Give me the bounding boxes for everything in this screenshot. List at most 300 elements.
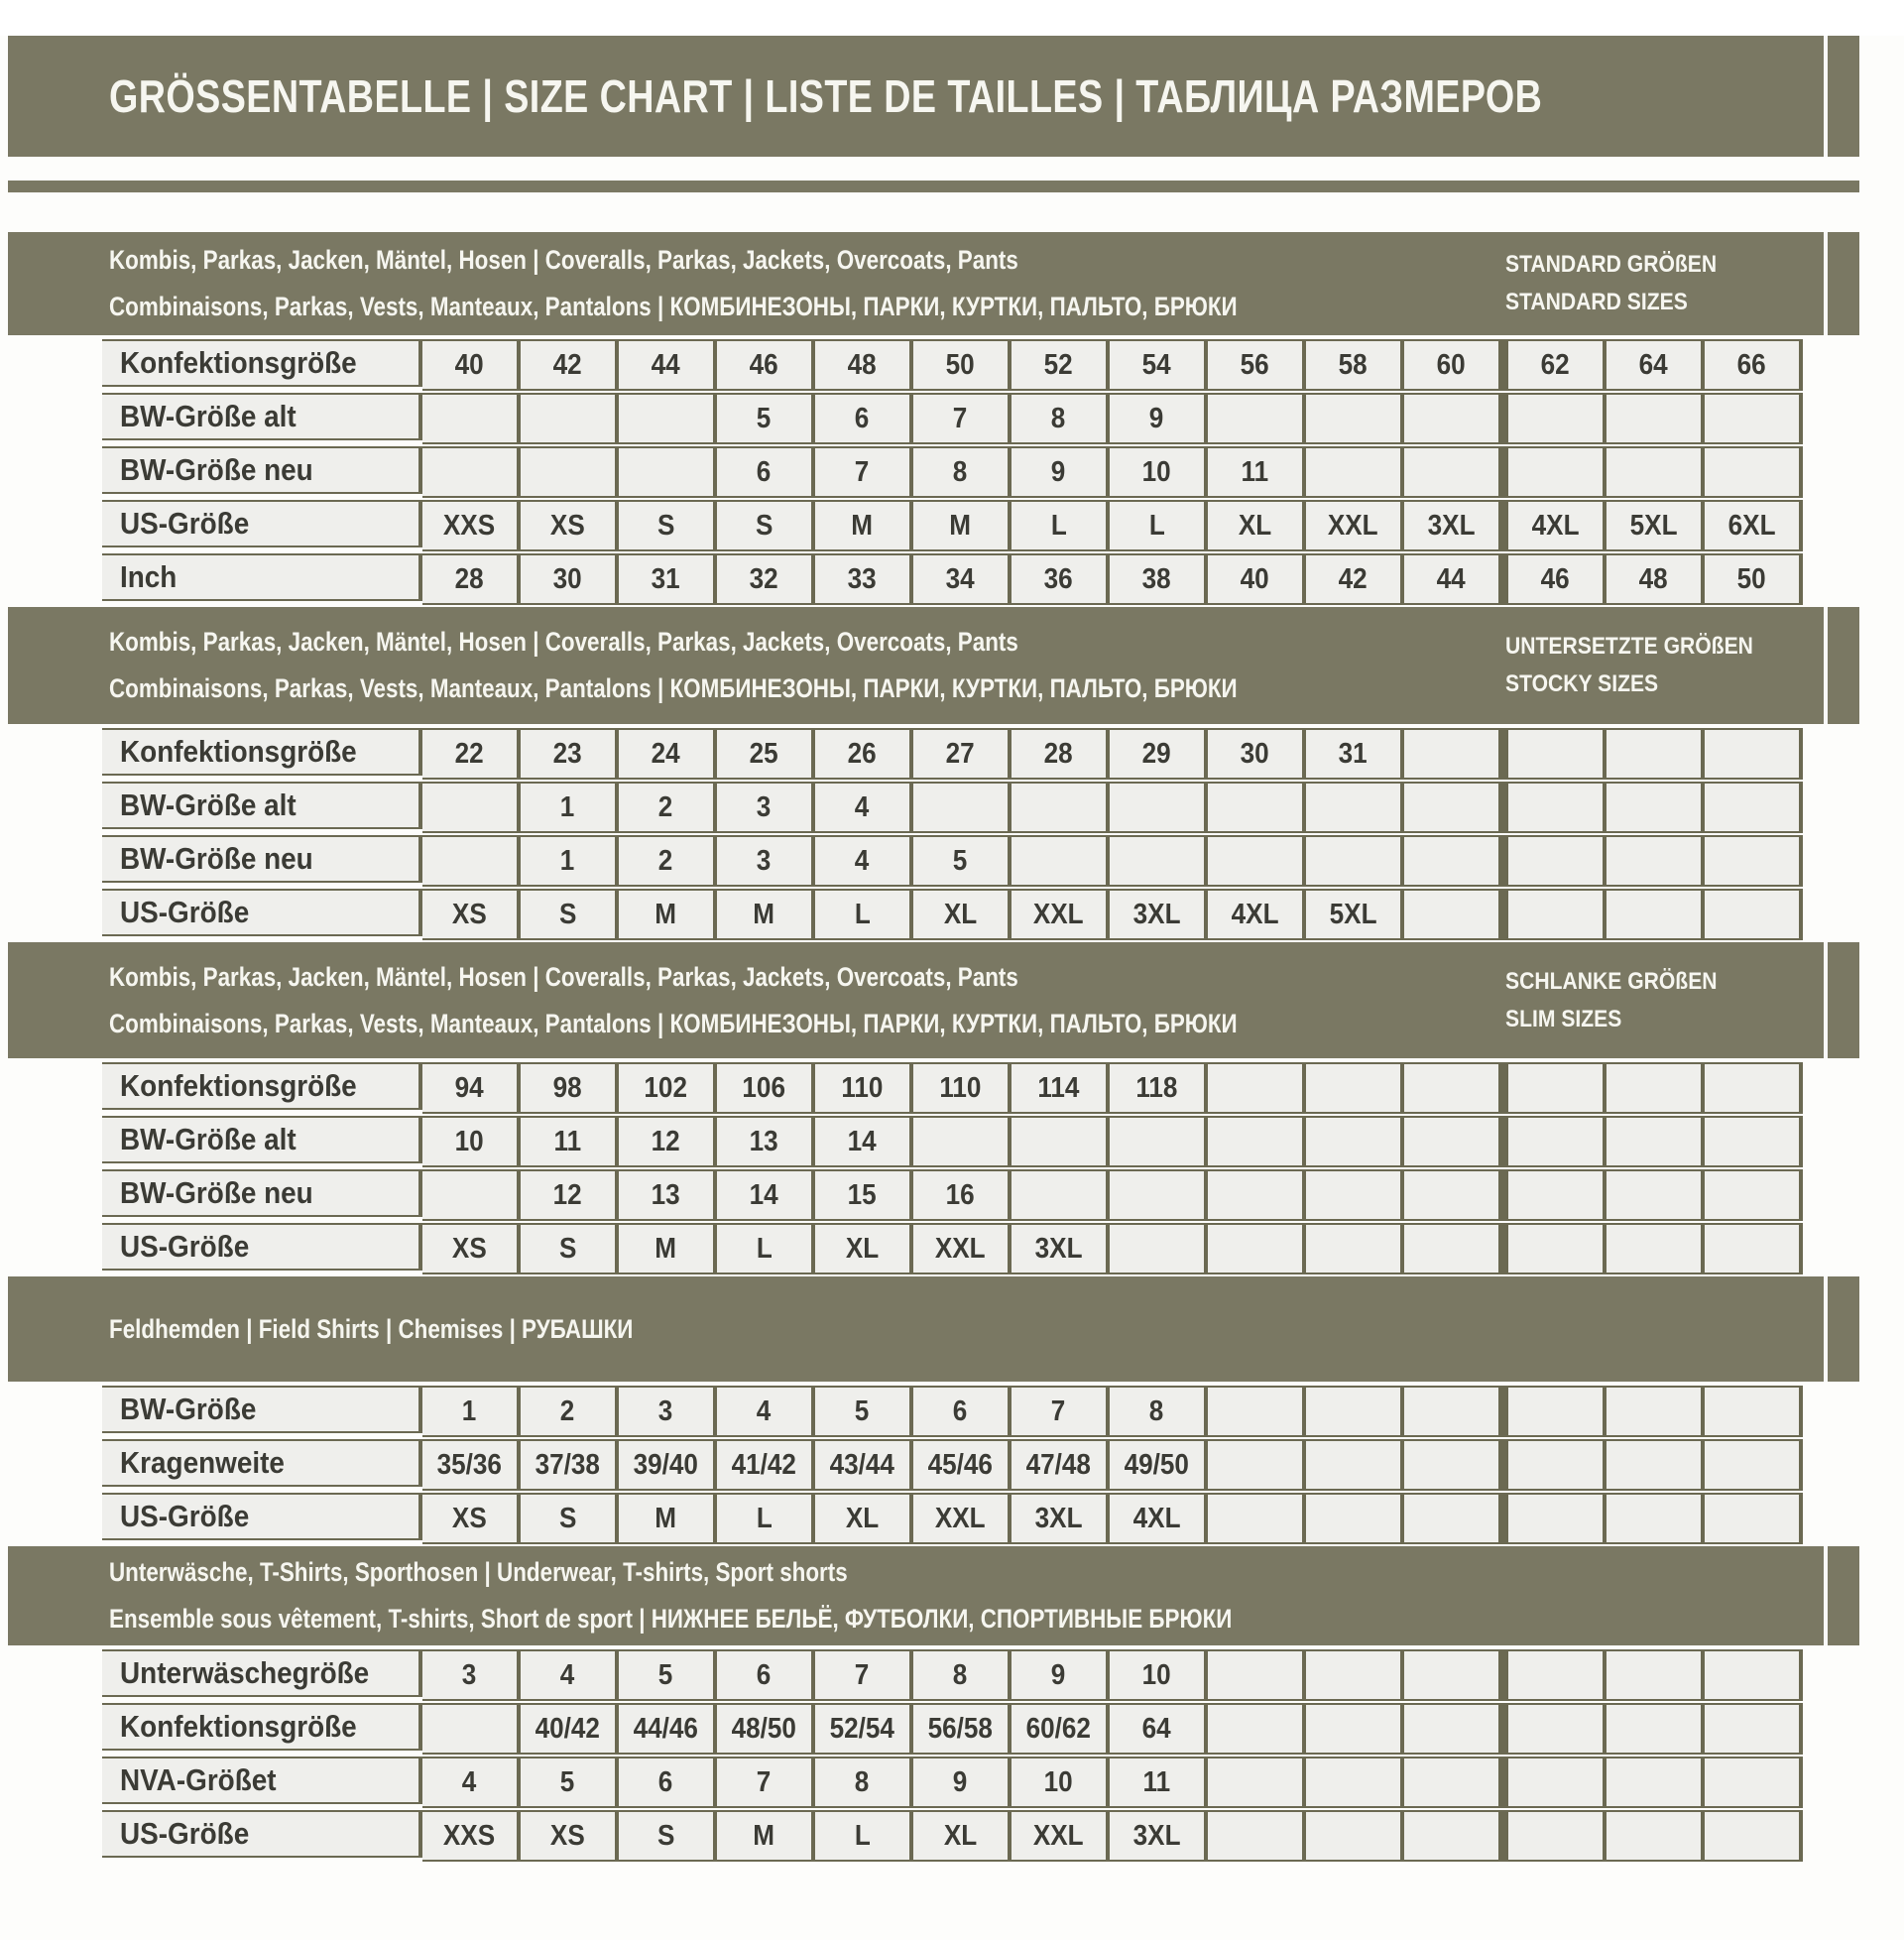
size-cell (422, 1810, 521, 1862)
size-cell (619, 1062, 717, 1114)
size-cell (717, 1386, 815, 1437)
size-cell (1306, 728, 1404, 780)
row-label (102, 339, 422, 387)
row-label-text: US-Größe (120, 1816, 250, 1851)
size-table-row (102, 728, 1904, 780)
size-cell (1012, 1757, 1110, 1808)
size-table-row (102, 1649, 1904, 1701)
size-cell (913, 393, 1012, 444)
size-cell (1606, 339, 1705, 391)
row-label-text: BW-Größe neu (120, 1175, 313, 1210)
size-cell (521, 1703, 619, 1755)
size-cell (1606, 500, 1705, 551)
size-cell (1502, 1439, 1606, 1491)
size-cell-value: 98 (552, 1071, 583, 1104)
size-cell (422, 782, 521, 833)
size-cell-value: 4XL (1132, 1502, 1181, 1534)
size-cell-value: L (1050, 509, 1067, 542)
size-cell-value: 12 (651, 1125, 681, 1157)
size-cell-value: 2 (560, 1394, 575, 1427)
row-label-text: Konfektionsgröße (120, 1709, 357, 1744)
size-cell (913, 553, 1012, 605)
size-cell (1110, 1116, 1208, 1167)
size-cell-value: 37/38 (535, 1448, 601, 1481)
size-cell (815, 1703, 913, 1755)
size-cell-value: 45/46 (927, 1448, 994, 1481)
size-cell (1404, 1810, 1502, 1862)
size-cell (1705, 1062, 1803, 1114)
size-cell (1606, 728, 1705, 780)
size-cell-value: 94 (454, 1071, 485, 1104)
size-cell (717, 500, 815, 551)
size-cell-value: 14 (847, 1125, 878, 1157)
size-cell-value: 46 (749, 348, 779, 381)
row-label (102, 1062, 422, 1110)
size-cell-value: 1 (560, 844, 575, 877)
size-cell-value: 13 (651, 1178, 681, 1211)
size-cell (1306, 782, 1404, 833)
size-cell (1110, 889, 1208, 940)
size-cell-value: S (558, 1502, 577, 1534)
size-cell (1208, 339, 1306, 391)
row-label (102, 553, 422, 601)
size-cell (1012, 1649, 1110, 1701)
size-cell (815, 835, 913, 887)
size-cell (1606, 1757, 1705, 1808)
size-cell (422, 728, 521, 780)
size-cell (1502, 1169, 1606, 1221)
size-type-line: SLIM SIZES (1505, 1005, 1622, 1032)
size-cell-value: S (755, 509, 774, 542)
size-table (102, 1382, 1904, 1544)
size-table (102, 1645, 1904, 1862)
size-cell (717, 835, 815, 887)
page-title-band (8, 36, 1859, 157)
size-cell (913, 1649, 1012, 1701)
size-cell (521, 782, 619, 833)
section-header-line1: Kombis, Parkas, Jacken, Mäntel, Hosen | Coveralls, Parkas, Jackets, Overcoats, Pants (109, 627, 1018, 657)
size-cell (1705, 1223, 1803, 1274)
size-cell (815, 1649, 913, 1701)
size-cell-value: 7 (855, 455, 870, 488)
size-cell-value: 12 (552, 1178, 583, 1211)
size-cell-value: S (656, 509, 675, 542)
size-cell (1306, 339, 1404, 391)
size-cell (1110, 339, 1208, 391)
size-cell-value: 41/42 (731, 1448, 797, 1481)
size-cell (1208, 500, 1306, 551)
size-cell (815, 446, 913, 498)
size-cell (1606, 1386, 1705, 1437)
size-cell (1012, 835, 1110, 887)
size-table-row (102, 446, 1904, 498)
size-cell-value: 4 (462, 1765, 477, 1798)
size-cell-value: L (854, 1819, 871, 1852)
size-cell (1208, 393, 1306, 444)
size-cell (1404, 1439, 1502, 1491)
size-cell-value: 54 (1141, 348, 1172, 381)
section-header-band (8, 1546, 1859, 1645)
row-label (102, 500, 422, 547)
size-cell-value: 3XL (1034, 1232, 1083, 1265)
size-cell (1705, 393, 1803, 444)
size-cell (815, 553, 913, 605)
size-cell (619, 1439, 717, 1491)
size-cell-value: 3XL (1132, 1819, 1181, 1852)
size-cell (1705, 782, 1803, 833)
section-header-line1: Kombis, Parkas, Jacken, Mäntel, Hosen | Coveralls, Parkas, Jackets, Overcoats, Pants (109, 961, 1018, 992)
size-cell (717, 553, 815, 605)
size-cell-value: S (558, 898, 577, 930)
size-cell-value: 5XL (1329, 898, 1377, 930)
section-size-type-label (1505, 633, 1787, 698)
size-cell (521, 728, 619, 780)
size-cell-value: 62 (1540, 348, 1571, 381)
size-cell (1606, 446, 1705, 498)
size-cell (717, 782, 815, 833)
row-label-text: US-Größe (120, 506, 250, 541)
size-table-row (102, 1169, 1904, 1221)
size-cell (1306, 1810, 1404, 1862)
size-type-line: SCHLANKE GRÖßEN (1505, 967, 1718, 995)
size-cell (1705, 339, 1803, 391)
size-cell (717, 728, 815, 780)
size-cell-value: 60 (1436, 348, 1467, 381)
section-header-line1: Kombis, Parkas, Jacken, Mäntel, Hosen | Coveralls, Parkas, Jackets, Overcoats, Pants (109, 245, 1018, 275)
size-cell (717, 1649, 815, 1701)
size-cell (422, 1703, 521, 1755)
size-cell (1606, 393, 1705, 444)
size-cell-value: 42 (1338, 562, 1368, 595)
size-cell (1306, 1649, 1404, 1701)
size-cell (1502, 889, 1606, 940)
size-cell-value: 10 (1141, 455, 1172, 488)
size-cell (913, 782, 1012, 833)
size-cell (1306, 1439, 1404, 1491)
size-cell (1012, 782, 1110, 833)
size-cell (717, 1703, 815, 1755)
row-label (102, 1386, 422, 1433)
row-label-text: BW-Größe (120, 1392, 257, 1426)
row-label (102, 1757, 422, 1804)
size-cell-value: 56/58 (927, 1712, 994, 1745)
size-cell-value: 110 (939, 1071, 982, 1104)
size-cell-value: 52/54 (829, 1712, 895, 1745)
size-cell (422, 1757, 521, 1808)
size-cell (1705, 1757, 1803, 1808)
size-cell-value: 8 (855, 1765, 870, 1798)
size-cell-value: 9 (953, 1765, 968, 1798)
size-cell (1012, 1116, 1110, 1167)
size-cell-value: 4XL (1231, 898, 1279, 930)
size-cell (619, 889, 717, 940)
size-cell (1110, 728, 1208, 780)
size-cell-value: 6 (953, 1394, 968, 1427)
row-label-text: Kragenweite (120, 1445, 285, 1480)
size-cell (422, 500, 521, 551)
size-cell (1404, 782, 1502, 833)
size-cell-value: 42 (552, 348, 583, 381)
size-table-row (102, 782, 1904, 833)
size-cell-value: 106 (742, 1071, 786, 1104)
size-cell (913, 889, 1012, 940)
size-cell (1306, 446, 1404, 498)
size-cell (1606, 889, 1705, 940)
size-cell-value: XL (1238, 509, 1272, 542)
size-cell (1404, 728, 1502, 780)
size-cell (1705, 728, 1803, 780)
size-cell-value: 6 (855, 402, 870, 434)
size-cell (1606, 1703, 1705, 1755)
size-cell (1110, 1757, 1208, 1808)
size-cell (1306, 1757, 1404, 1808)
size-cell-value: 5XL (1629, 509, 1678, 542)
size-chart-page (0, 36, 1904, 1940)
size-cell (717, 1223, 815, 1274)
size-cell (1110, 1169, 1208, 1221)
size-cell-value: L (756, 1502, 773, 1534)
size-cell-value: 6XL (1727, 509, 1776, 542)
size-cell-value: 6 (757, 455, 772, 488)
size-cell-value: 9 (1051, 455, 1066, 488)
size-cell (422, 1169, 521, 1221)
size-cell-value: 48/50 (731, 1712, 797, 1745)
size-cell (913, 1757, 1012, 1808)
size-cell (815, 1757, 913, 1808)
row-label (102, 1439, 422, 1487)
size-cell (1705, 1169, 1803, 1221)
size-cell (619, 393, 717, 444)
size-cell (815, 500, 913, 551)
section-header-band (8, 942, 1859, 1058)
size-cell-value: 10 (1141, 1658, 1172, 1691)
size-cell (1208, 553, 1306, 605)
size-cell (1110, 1062, 1208, 1114)
size-cell (1404, 553, 1502, 605)
row-label-text: NVA-Größet (120, 1762, 277, 1797)
size-cell-value: 48 (1638, 562, 1669, 595)
size-cell-value: 39/40 (633, 1448, 699, 1481)
size-cell (913, 835, 1012, 887)
size-cell (1705, 889, 1803, 940)
size-cell (619, 1493, 717, 1544)
size-cell (815, 1493, 913, 1544)
size-cell (1404, 339, 1502, 391)
size-cell (1705, 1493, 1803, 1544)
size-cell (1208, 1169, 1306, 1221)
section-size-type-label (1505, 251, 1745, 316)
size-cell (619, 1116, 717, 1167)
size-cell-value: L (1148, 509, 1165, 542)
size-cell (913, 1116, 1012, 1167)
size-cell (619, 446, 717, 498)
size-table-row (102, 1810, 1904, 1862)
size-table-row (102, 1386, 1904, 1437)
size-cell-value: 8 (1149, 1394, 1164, 1427)
row-label-text: Inch (120, 559, 178, 594)
size-cell (1606, 1223, 1705, 1274)
size-table-row (102, 1116, 1904, 1167)
section-header-band (8, 1276, 1859, 1382)
size-cell (521, 1386, 619, 1437)
size-cell-value: 31 (1338, 737, 1368, 770)
size-cell (521, 1223, 619, 1274)
size-cell-value: 28 (1043, 737, 1074, 770)
size-cell-value: 10 (454, 1125, 485, 1157)
size-cell (521, 553, 619, 605)
size-cell-value: 60/62 (1025, 1712, 1092, 1745)
size-cell-value: 4 (757, 1394, 772, 1427)
size-cell-value: XXL (1033, 898, 1084, 930)
size-cell (1502, 1757, 1606, 1808)
row-label-text: Konfektionsgröße (120, 734, 357, 769)
size-cell (1208, 1439, 1306, 1491)
size-cell-value: 35/36 (436, 1448, 503, 1481)
size-cell (521, 1649, 619, 1701)
section-header-line2: Combinaisons, Parkas, Vests, Manteaux, Pantalons | КОМБИНЕЗОНЫ, ПАРКИ, КУРТКИ, ПАЛЬТО, БРЮКИ (109, 292, 1238, 321)
size-cell-value: 31 (651, 562, 681, 595)
size-cell (1110, 835, 1208, 887)
size-cell-value: L (756, 1232, 773, 1265)
size-cell (815, 1386, 913, 1437)
size-cell (1012, 1223, 1110, 1274)
size-cell (1606, 1439, 1705, 1491)
size-cell (815, 728, 913, 780)
size-cell (1705, 553, 1803, 605)
row-label-text: BW-Größe alt (120, 1122, 297, 1156)
size-cell-value: 3 (757, 844, 772, 877)
section-header-line2: Ensemble sous vêtement, T-shirts, Short de sport | НИЖНЕЕ БЕЛЬЁ, ФУТБОЛКИ, СПОРТИВНЫЕ БРЮКИ (109, 1604, 1233, 1634)
size-cell-value: 8 (953, 1658, 968, 1691)
section-header-line2: Combinaisons, Parkas, Vests, Manteaux, Pantalons | КОМБИНЕЗОНЫ, ПАРКИ, КУРТКИ, ПАЛЬТО, БРЮКИ (109, 673, 1238, 703)
row-label-text: BW-Größe alt (120, 788, 297, 822)
size-cell (422, 1116, 521, 1167)
size-cell (717, 1169, 815, 1221)
size-cell (1606, 1649, 1705, 1701)
size-cell-value: 110 (841, 1071, 884, 1104)
size-cell-value: 6 (757, 1658, 772, 1691)
row-label (102, 393, 422, 440)
size-cell-value: 2 (658, 844, 673, 877)
size-cell (1502, 500, 1606, 551)
size-cell (521, 1439, 619, 1491)
size-cell (1404, 1757, 1502, 1808)
size-cell (1306, 1493, 1404, 1544)
size-cell (815, 1169, 913, 1221)
size-cell-value: 7 (757, 1765, 772, 1798)
size-cell (422, 835, 521, 887)
size-cell-value: 102 (644, 1071, 688, 1104)
size-cell-value: 32 (749, 562, 779, 595)
size-cell-value: 46 (1540, 562, 1571, 595)
size-cell-value: 64 (1141, 1712, 1172, 1745)
size-cell (1012, 728, 1110, 780)
size-cell (521, 500, 619, 551)
size-table-row (102, 1062, 1904, 1114)
size-cell (1404, 1703, 1502, 1755)
size-cell (1306, 500, 1404, 551)
size-cell-value: 49/50 (1124, 1448, 1190, 1481)
size-cell (521, 339, 619, 391)
size-cell (422, 446, 521, 498)
size-cell-value: 1 (560, 790, 575, 823)
size-cell-value: 34 (945, 562, 976, 595)
divider-bar (8, 181, 1859, 192)
size-cell (1404, 1649, 1502, 1701)
size-cell (1404, 393, 1502, 444)
size-cell (1208, 1649, 1306, 1701)
size-cell-value: XL (845, 1232, 880, 1265)
row-label (102, 1810, 422, 1858)
size-table (102, 335, 1904, 605)
size-cell (1208, 1703, 1306, 1755)
size-cell-value: 3XL (1132, 898, 1181, 930)
size-cell (1012, 889, 1110, 940)
size-cell-value: 30 (552, 562, 583, 595)
size-cell (913, 1169, 1012, 1221)
size-cell (422, 889, 521, 940)
section-header-line1: Feldhemden | Field Shirts | Chemises | РУБАШКИ (109, 1313, 634, 1344)
size-cell-value: XS (452, 898, 487, 930)
size-cell (1705, 1649, 1803, 1701)
size-cell-value: M (949, 509, 972, 542)
size-cell (619, 1810, 717, 1862)
size-cell (1012, 1439, 1110, 1491)
size-cell (1012, 1493, 1110, 1544)
row-label-text: US-Größe (120, 1229, 250, 1264)
size-table-row (102, 1757, 1904, 1808)
size-cell (913, 1062, 1012, 1114)
size-cell (1012, 339, 1110, 391)
size-table-row (102, 1703, 1904, 1755)
size-cell (815, 889, 913, 940)
size-cell (1606, 1062, 1705, 1114)
page-title: GRÖSSENTABELLE | SIZE CHART | LISTE DE TAILLES | ТАБЛИЦА РАЗМЕРОВ (109, 70, 1543, 122)
size-cell (1012, 1062, 1110, 1114)
section-header-band (8, 607, 1859, 724)
size-cell (815, 1062, 913, 1114)
size-cell (913, 500, 1012, 551)
size-cell-value: 38 (1141, 562, 1172, 595)
row-label-text: BW-Größe alt (120, 399, 297, 433)
size-cell (619, 339, 717, 391)
size-cell (1110, 1649, 1208, 1701)
size-cell (717, 1116, 815, 1167)
size-cell (1606, 1493, 1705, 1544)
row-label-text: Unterwäschegröße (120, 1655, 370, 1690)
size-table-row (102, 339, 1904, 391)
size-cell (913, 1223, 1012, 1274)
size-cell (913, 1810, 1012, 1862)
size-cell (913, 1493, 1012, 1544)
size-cell (1502, 553, 1606, 605)
size-cell-value: 27 (945, 737, 976, 770)
size-cell (521, 1757, 619, 1808)
size-cell (619, 835, 717, 887)
size-cell (521, 1116, 619, 1167)
size-cell-value: 118 (1135, 1071, 1178, 1104)
size-cell (619, 1223, 717, 1274)
size-cell (1208, 446, 1306, 498)
size-cell-value: 52 (1043, 348, 1074, 381)
size-cell-value: 3XL (1427, 509, 1476, 542)
size-cell (913, 446, 1012, 498)
size-cell (1208, 1757, 1306, 1808)
size-cell (1306, 889, 1404, 940)
size-cell-value: 29 (1141, 737, 1172, 770)
size-cell (619, 553, 717, 605)
size-cell (1110, 1703, 1208, 1755)
